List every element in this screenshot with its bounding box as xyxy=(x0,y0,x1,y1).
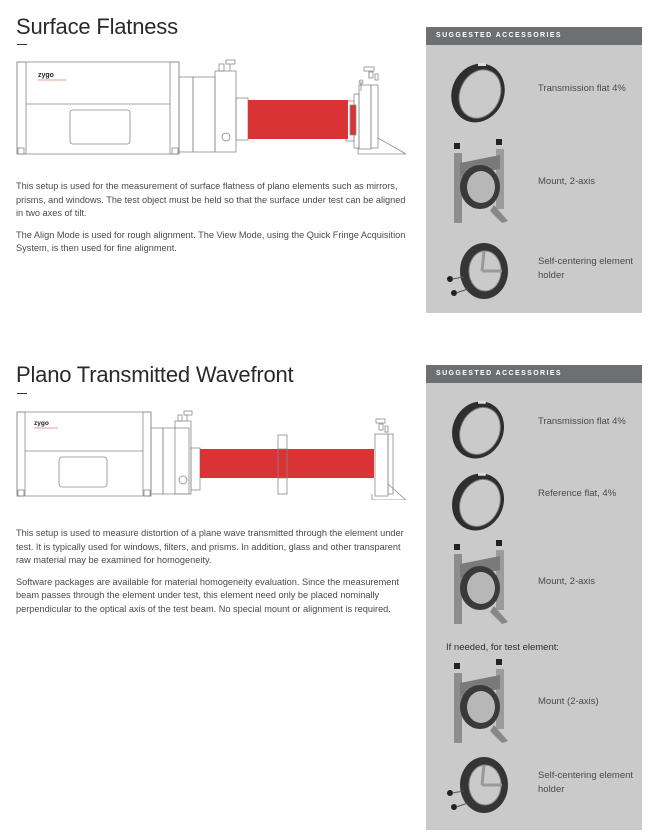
accessory-label: Reference flat, 4% xyxy=(538,488,617,499)
accessory-item xyxy=(426,467,642,537)
accessory-label: Mount (2-axis) xyxy=(538,696,599,707)
panel-header: SUGGESTED ACCESSORIES xyxy=(426,27,642,45)
two-axis-mount-icon xyxy=(444,659,514,747)
accessory-item xyxy=(426,57,642,137)
paragraph: This setup is used to measure distortion of a plane wave transmitted through the element under test. It is typically used for windows, filters, and prisms. In addition, glass and other transparent raw material may be examined for homogeneity. xyxy=(16,528,404,565)
paragraph: The Align Mode is used for rough alignment. The View Mode, using the Quick Fringe Acquisition System, is then used for fine alignment. xyxy=(16,229,406,253)
title-underline xyxy=(17,44,27,45)
accessory-item xyxy=(426,139,642,234)
accessory-item xyxy=(426,659,642,749)
suggested-accessories-panel xyxy=(426,365,642,830)
suggested-accessories-panel xyxy=(426,27,642,313)
transmission-flat-holder xyxy=(215,71,236,152)
test-element-subheading: If needed, for test element: xyxy=(446,642,560,653)
accessory-item xyxy=(426,395,642,465)
paragraph: This setup is used for the measurement of surface flatness of plano elements such as mirrors, prisms, and windows. The test object must be held so that the surface under test can be aligned in two axes of tilt. xyxy=(16,181,406,218)
two-axis-mount-icon xyxy=(444,139,514,227)
zygo-logo: zygo xyxy=(38,72,54,79)
access-panel xyxy=(59,457,107,487)
accessory-label: Mount, 2-axis xyxy=(538,576,596,587)
accessory-label: Transmission flat 4% xyxy=(538,83,626,94)
accessory-item xyxy=(426,241,642,311)
section-title-plano-transmitted-wavefront: Plano Transmitted Wavefront xyxy=(16,362,294,387)
test-beam xyxy=(248,100,348,139)
title-underline xyxy=(17,393,27,394)
surface-flatness-description xyxy=(16,180,408,264)
accessory-label: Self-centering element holder xyxy=(538,256,634,281)
transmission-flat-icon xyxy=(444,57,514,127)
accessory-label: Mount, 2-axis xyxy=(538,176,596,187)
accessory-item xyxy=(426,539,642,634)
section-title-surface-flatness: Surface Flatness xyxy=(16,14,178,39)
transmission-flat-icon xyxy=(444,395,514,463)
self-centering-holder-icon xyxy=(444,241,516,303)
reference-flat-icon xyxy=(444,467,514,535)
self-centering-holder-icon xyxy=(444,755,516,817)
panel-header: SUGGESTED ACCESSORIES xyxy=(426,365,642,383)
zygo-logo: zygo xyxy=(34,420,49,427)
access-panel xyxy=(70,110,130,144)
paragraph: Software packages are available for material homogeneity evaluation. Since the measurement beam passes through the element under test, this element need only be placed nominally perpendicular to the optical axis of the test beam. No special mount or alignment is required. xyxy=(16,576,400,614)
two-axis-mount-icon xyxy=(444,539,514,629)
accessory-label: Self-centering element holder xyxy=(538,770,634,795)
surface-flatness-setup-diagram xyxy=(14,58,406,158)
plano-transmitted-wavefront-setup-diagram xyxy=(14,408,406,500)
plano-transmitted-wavefront-description xyxy=(16,527,408,624)
accessory-label: Transmission flat 4% xyxy=(538,416,626,427)
accessory-item xyxy=(426,755,642,825)
